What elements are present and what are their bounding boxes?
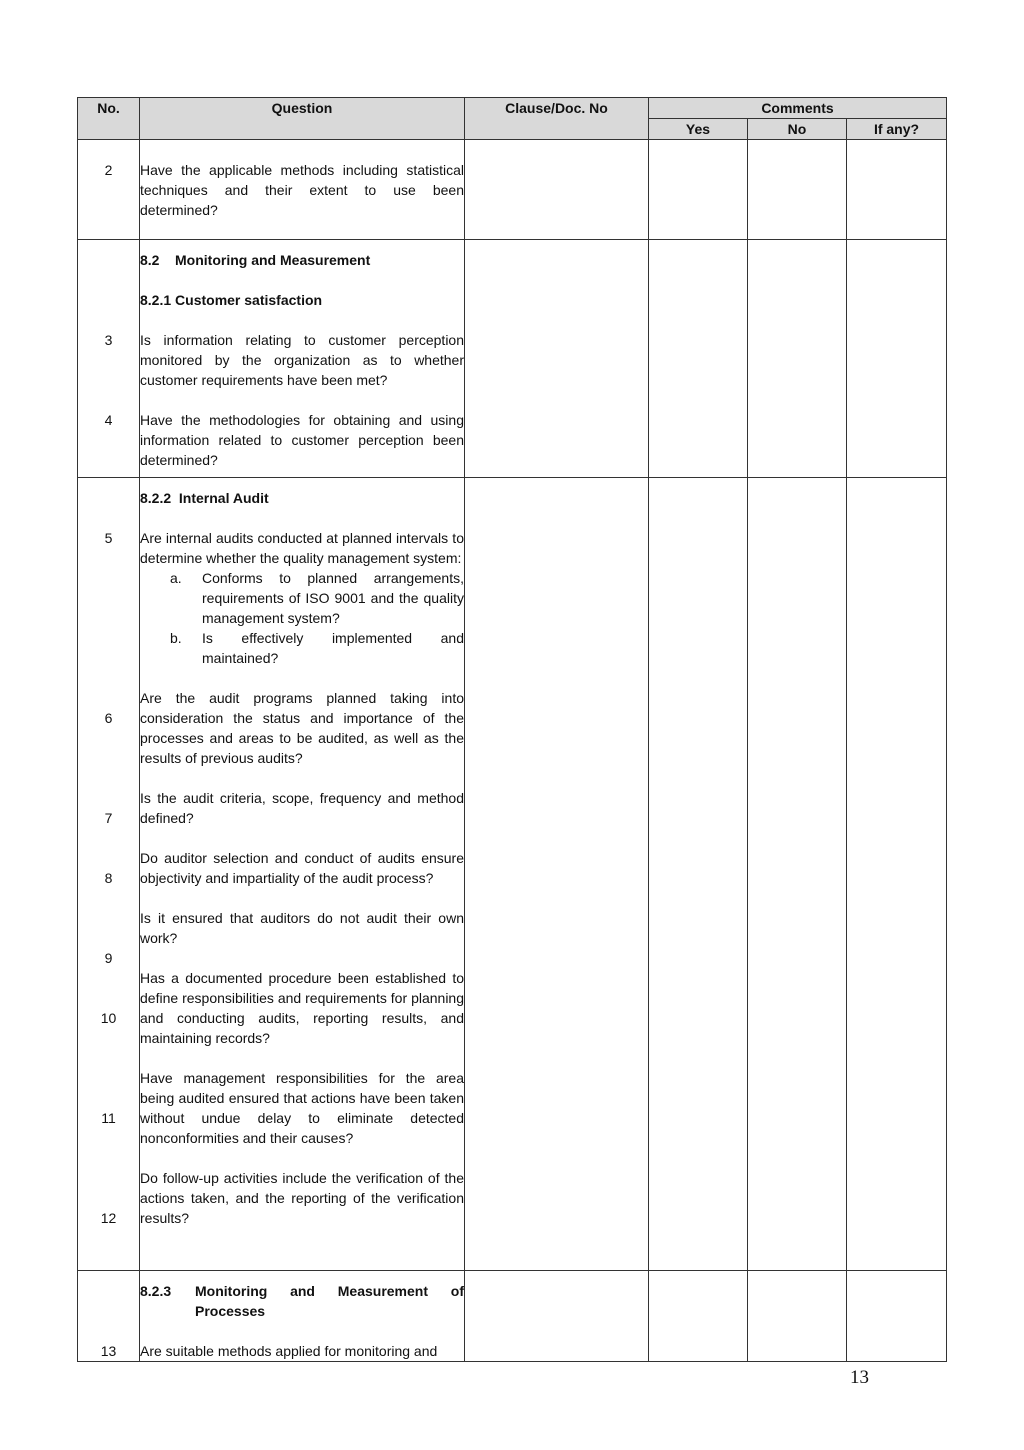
list-marker: a.: [170, 570, 182, 586]
sub-item: [140, 628, 464, 668]
question-number: 2: [104, 162, 113, 178]
question-text: Do auditor selection and conduct of audits ensure objectivity and impartiality of the audit process?: [140, 850, 464, 886]
header-no-answer: No: [748, 119, 847, 140]
question-text: Are suitable methods applied for monitoring and: [140, 1343, 438, 1359]
question-number: 6: [104, 710, 113, 726]
no-cell[interactable]: [748, 1271, 847, 1362]
question-number: 13: [100, 1343, 117, 1359]
question-number: 4: [104, 412, 113, 428]
header-question: Question: [140, 98, 465, 140]
if-any-cell[interactable]: [847, 478, 947, 1271]
if-any-cell[interactable]: [847, 140, 947, 240]
question-text: Is information relating to customer perception monitored by the organization as to whether customer requirements have been met?: [140, 332, 464, 388]
if-any-cell[interactable]: [847, 1271, 947, 1362]
header-yes: Yes: [649, 119, 748, 140]
header-no: No.: [78, 98, 140, 140]
question-text: Have the methodologies for obtaining and using information related to customer perception been determined?: [140, 412, 464, 468]
clause-cell[interactable]: [465, 478, 649, 1271]
no-cell[interactable]: [748, 478, 847, 1271]
table-row: [78, 240, 947, 478]
question-number: 10: [100, 1010, 117, 1026]
question-number: 9: [104, 950, 113, 966]
question-number: 5: [104, 530, 113, 546]
header-clause-doc-no: Clause/Doc. No: [465, 98, 649, 140]
section-heading: 8.2.2 Internal Audit: [140, 490, 269, 506]
question-number: 11: [101, 1110, 116, 1126]
row-number-cell: [78, 478, 140, 1271]
question-text: Have management responsibilities for the area being audited ensured that actions have been taken without undue delay to eliminate detected nonconformities and their causes?: [140, 1070, 464, 1146]
question-text: Are internal audits conducted at planned intervals to determine whether the quality management system:: [140, 530, 464, 566]
yes-cell[interactable]: [649, 1271, 748, 1362]
if-any-cell[interactable]: [847, 240, 947, 478]
table-row: [78, 140, 947, 240]
question-cell: [140, 1271, 465, 1362]
header-comments: Comments: [649, 98, 947, 119]
question-number: 8: [104, 870, 113, 886]
question-number: 12: [100, 1210, 117, 1226]
subsection-heading: 8.2.1 Customer satisfaction: [140, 292, 323, 308]
question-text: Are the audit programs planned taking into consideration the status and importance of the processes and areas to be audited, as well as the results of previous audits?: [140, 690, 464, 766]
question-text: Do follow-up activities include the verification of the actions taken, and the reporting of the verification results?: [140, 1170, 464, 1226]
section-heading: [140, 1281, 464, 1321]
header-if-any: If any?: [847, 119, 947, 140]
section-heading: 8.2 Monitoring and Measurement: [140, 252, 371, 268]
section-heading-number: 8.2.3: [140, 1283, 172, 1299]
section-heading-text: Monitoring and Measurement of Processes: [195, 1283, 464, 1319]
question-number: 3: [104, 332, 113, 348]
table-row: [78, 478, 947, 1271]
no-cell[interactable]: [748, 140, 847, 240]
question-text: Is the audit criteria, scope, frequency and method defined?: [140, 790, 464, 826]
sub-item-text: Is effectively implemented and maintained?: [202, 630, 464, 666]
clause-cell[interactable]: [465, 1271, 649, 1362]
yes-cell[interactable]: [649, 240, 748, 478]
sub-item-text: Conforms to planned arrangements, requirements of ISO 9001 and the quality management system?: [202, 570, 464, 626]
clause-cell[interactable]: [465, 240, 649, 478]
table-row: [78, 1271, 947, 1362]
question-text: Is it ensured that auditors do not audit their own work?: [140, 910, 464, 946]
question-cell: [140, 240, 465, 478]
page-number: 13: [850, 1367, 869, 1388]
sub-item: [140, 568, 464, 628]
question-text: Has a documented procedure been established to define responsibilities and requirements for planning and conducting audits, reporting results, and maintaining records?: [140, 970, 464, 1046]
yes-cell[interactable]: [649, 478, 748, 1271]
yes-cell[interactable]: [649, 140, 748, 240]
question-cell: [140, 478, 465, 1271]
clause-cell[interactable]: [465, 140, 649, 240]
row-number-cell: [78, 1271, 140, 1362]
question-text: Have the applicable methods including statistical techniques and their extent to use been determined?: [140, 162, 464, 218]
question-cell: [140, 140, 465, 240]
list-marker: b.: [170, 630, 182, 646]
audit-checklist-table: [77, 97, 947, 1362]
row-number-cell: [78, 140, 140, 240]
row-number-cell: [78, 240, 140, 478]
question-number: 7: [104, 810, 113, 826]
no-cell[interactable]: [748, 240, 847, 478]
